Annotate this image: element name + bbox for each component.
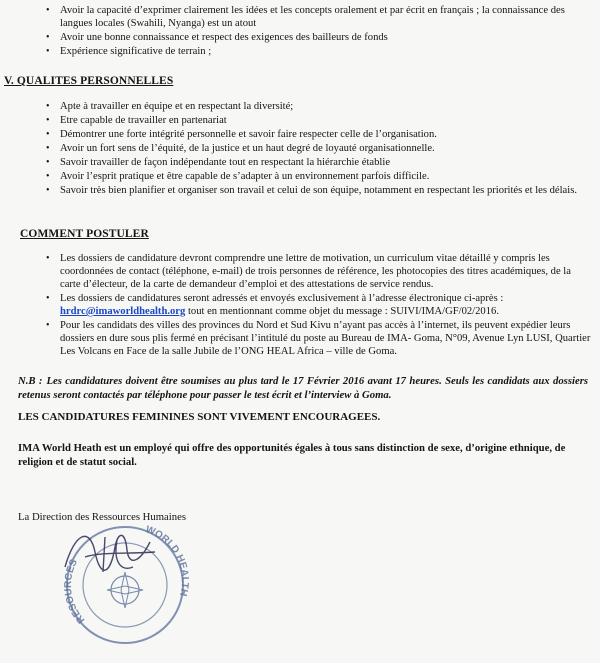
list-item: • Apte à travailler en équipe et en respectant la diversité; <box>38 100 593 113</box>
list-item: • Avoir une bonne connaissance et respect des exigences des bailleurs de fonds <box>38 31 598 44</box>
list-item: • Les dossiers de candidature devront comprendre une lettre de motivation, un curriculum vitae détaillé y compris les coordonnées de contact (téléphone, e-mail) de trois personnes de référence, les photocopies des titres académiques, de la carte d’électeur, de la carte de demandeur d’emploi et des attestations de service rendus. <box>38 252 593 291</box>
women-encouraged-note: LES CANDIDATURES FEMININES SONT VIVEMENT ENCOURAGEES. <box>18 411 381 423</box>
nb-text: Les candidatures doivent être soumises au plus tard le 17 Février 2016 avant 17 heures. Seuls les candidats aux dossiers retenus seront contactés par téléphone pour passer le test écrit et l’interview à Goma. <box>18 375 589 401</box>
apply-subject-text: tout en mentionnant comme objet du message : SUIVI/IMA/GF/02/2016. <box>185 306 499 317</box>
qualities-list <box>38 100 593 198</box>
email-link[interactable]: hrdrc@imaworldhealth.org <box>60 306 186 317</box>
nb-label: N.B : <box>18 375 43 387</box>
list-item: • Avoir un fort sens de l’équité, de la justice et un haut degré de loyauté organisationnelle. <box>38 142 593 155</box>
stamp-text-right: WORLD HEALTH <box>143 524 190 598</box>
requirements-list <box>38 4 598 59</box>
list-item: • Savoir très bien planifier et organiser son travail et celui de son équipe, notamment en respectant les priorités et les délais. <box>38 184 593 197</box>
list-item: • Expérience significative de terrain ; <box>38 45 598 58</box>
section-heading-apply: COMMENT POSTULER <box>20 228 149 240</box>
list-item: • Savoir travailler de façon indépendante tout en respectant la hiérarchie établie <box>38 156 593 169</box>
hr-department-signature-line: La Direction des Ressources Humaines <box>18 511 186 523</box>
section-heading-qualities: V. QUALITES PERSONNELLES <box>4 75 174 87</box>
list-item: • Avoir la capacité d’exprimer clairement les idées et les concepts oralement et par écrit en français ; la connaissance des langues locales (Swahili, Nyanga) est un atout <box>38 4 598 30</box>
list-item: • Avoir l’esprit pratique et être capable de s’adapter à un environnement parfois difficile. <box>38 170 593 183</box>
handwritten-signature <box>55 522 165 582</box>
deadline-note <box>18 374 588 402</box>
list-item <box>38 292 593 318</box>
list-item: • Pour les candidats des villes des provinces du Nord et Sud Kivu n’ayant pas accès à l’internet, ils peuvent expédier leurs dossiers en dure sous plis fermé en précisant l’intitulé du poste au Bureau de IMA- Goma, N°09, Avenue Lyn LUSI, Quartier Les Volcans en Face de la salle Jubile de l’ONG HEAL Africa – ville de Goma. <box>38 319 593 358</box>
apply-list <box>38 252 593 359</box>
equal-opportunity-statement: IMA World Heath est un employé qui offre des opportunités égales à tous sans distinction de sexe, d’origine ethnique, de religion et de statut social. <box>18 442 566 468</box>
list-item: • Démontrer une forte intégrité personnelle et savoir faire respecter celle de l’organisation. <box>38 128 593 141</box>
list-item: • Etre capable de travailler en partenariat <box>38 114 593 127</box>
apply-instructions-text: Les dossiers de candidatures seront adressés et envoyés exclusivement à l’adresse électronique ci-après : <box>60 293 504 304</box>
stamp-text-left: RESOURCES <box>62 557 88 626</box>
